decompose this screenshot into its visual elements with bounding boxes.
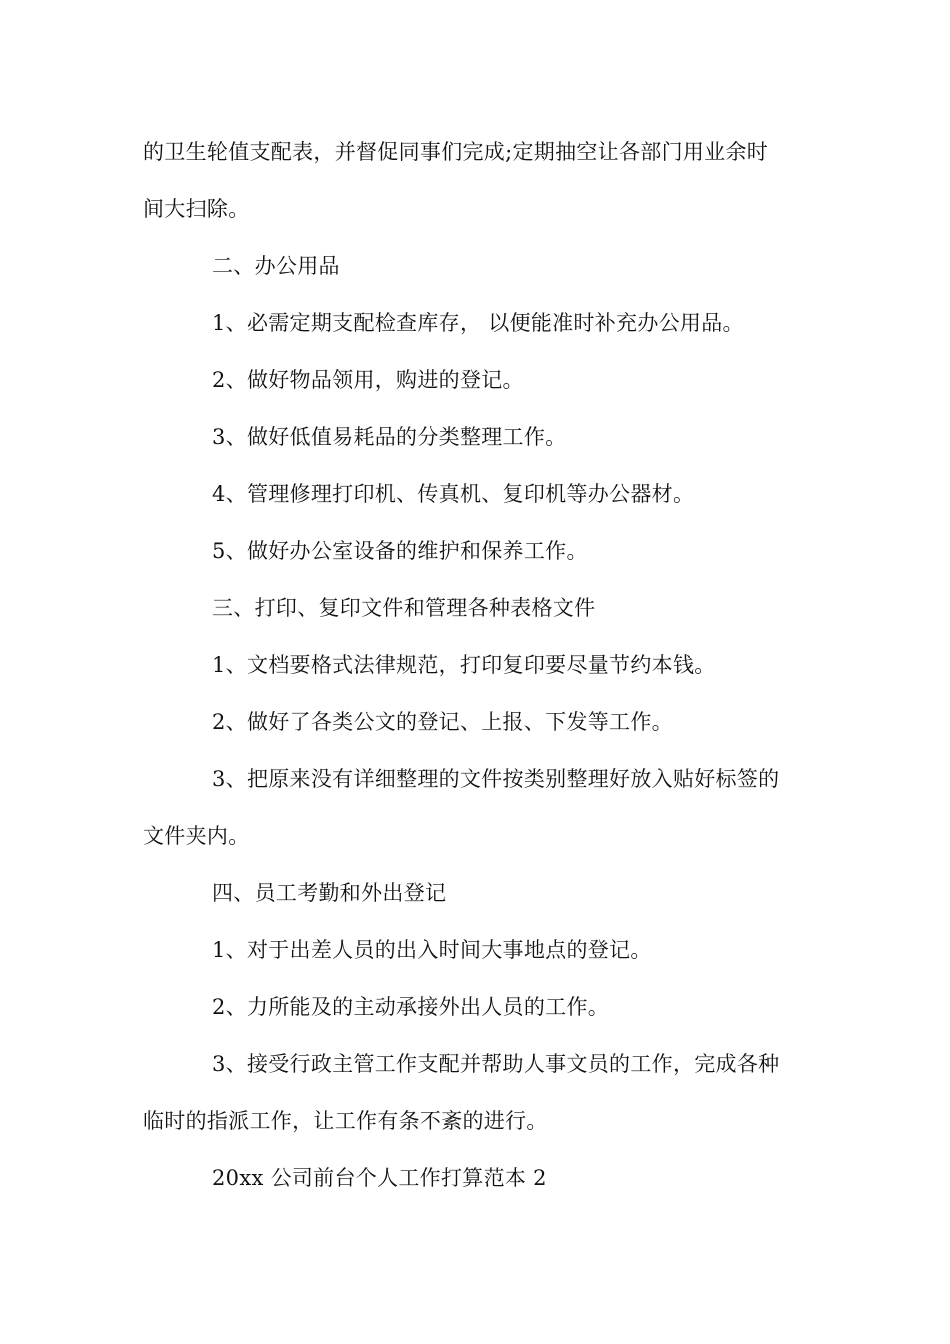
paragraph-line: 临时的指派工作，让工作有条不紊的进行。: [143, 1109, 548, 1133]
list-item: 1、对于出差人员的出入时间大事地点的登记。: [212, 938, 652, 962]
list-item: 2、做好物品领用，购进的登记。: [212, 368, 524, 392]
paragraph-line: 文件夹内。: [143, 824, 250, 848]
paragraph-line: 间大扫除。: [143, 197, 250, 221]
list-item: 1、文档要格式法律规范，打印复印要尽量节约本钱。: [212, 653, 716, 677]
list-item: 2、力所能及的主动承接外出人员的工作。: [212, 995, 610, 1019]
list-item: 3、接受行政主管工作支配并帮助人事文员的工作，完成各种: [212, 1052, 780, 1076]
document-subtitle: 20xx 公司前台个人工作打算范本 2: [212, 1166, 547, 1190]
section-heading: 二、办公用品: [212, 254, 340, 278]
section-heading: 三、打印、复印文件和管理各种表格文件: [212, 596, 596, 620]
paragraph-line: 的卫生轮值支配表，并督促同事们完成;定期抽空让各部门用业余时: [143, 140, 769, 164]
list-item: 5、做好办公室设备的维护和保养工作。: [212, 539, 588, 563]
list-item: 3、做好低值易耗品的分类整理工作。: [212, 425, 567, 449]
list-item: 1、必需定期支配检查库存， 以便能准时补充办公用品。: [212, 311, 744, 335]
section-heading: 四、员工考勤和外出登记: [212, 881, 447, 905]
list-item: 4、管理修理打印机、传真机、复印机等办公器材。: [212, 482, 695, 506]
list-item: 2、做好了各类公文的登记、上报、下发等工作。: [212, 710, 673, 734]
list-item: 3、把原来没有详细整理的文件按类别整理好放入贴好标签的: [212, 767, 780, 791]
